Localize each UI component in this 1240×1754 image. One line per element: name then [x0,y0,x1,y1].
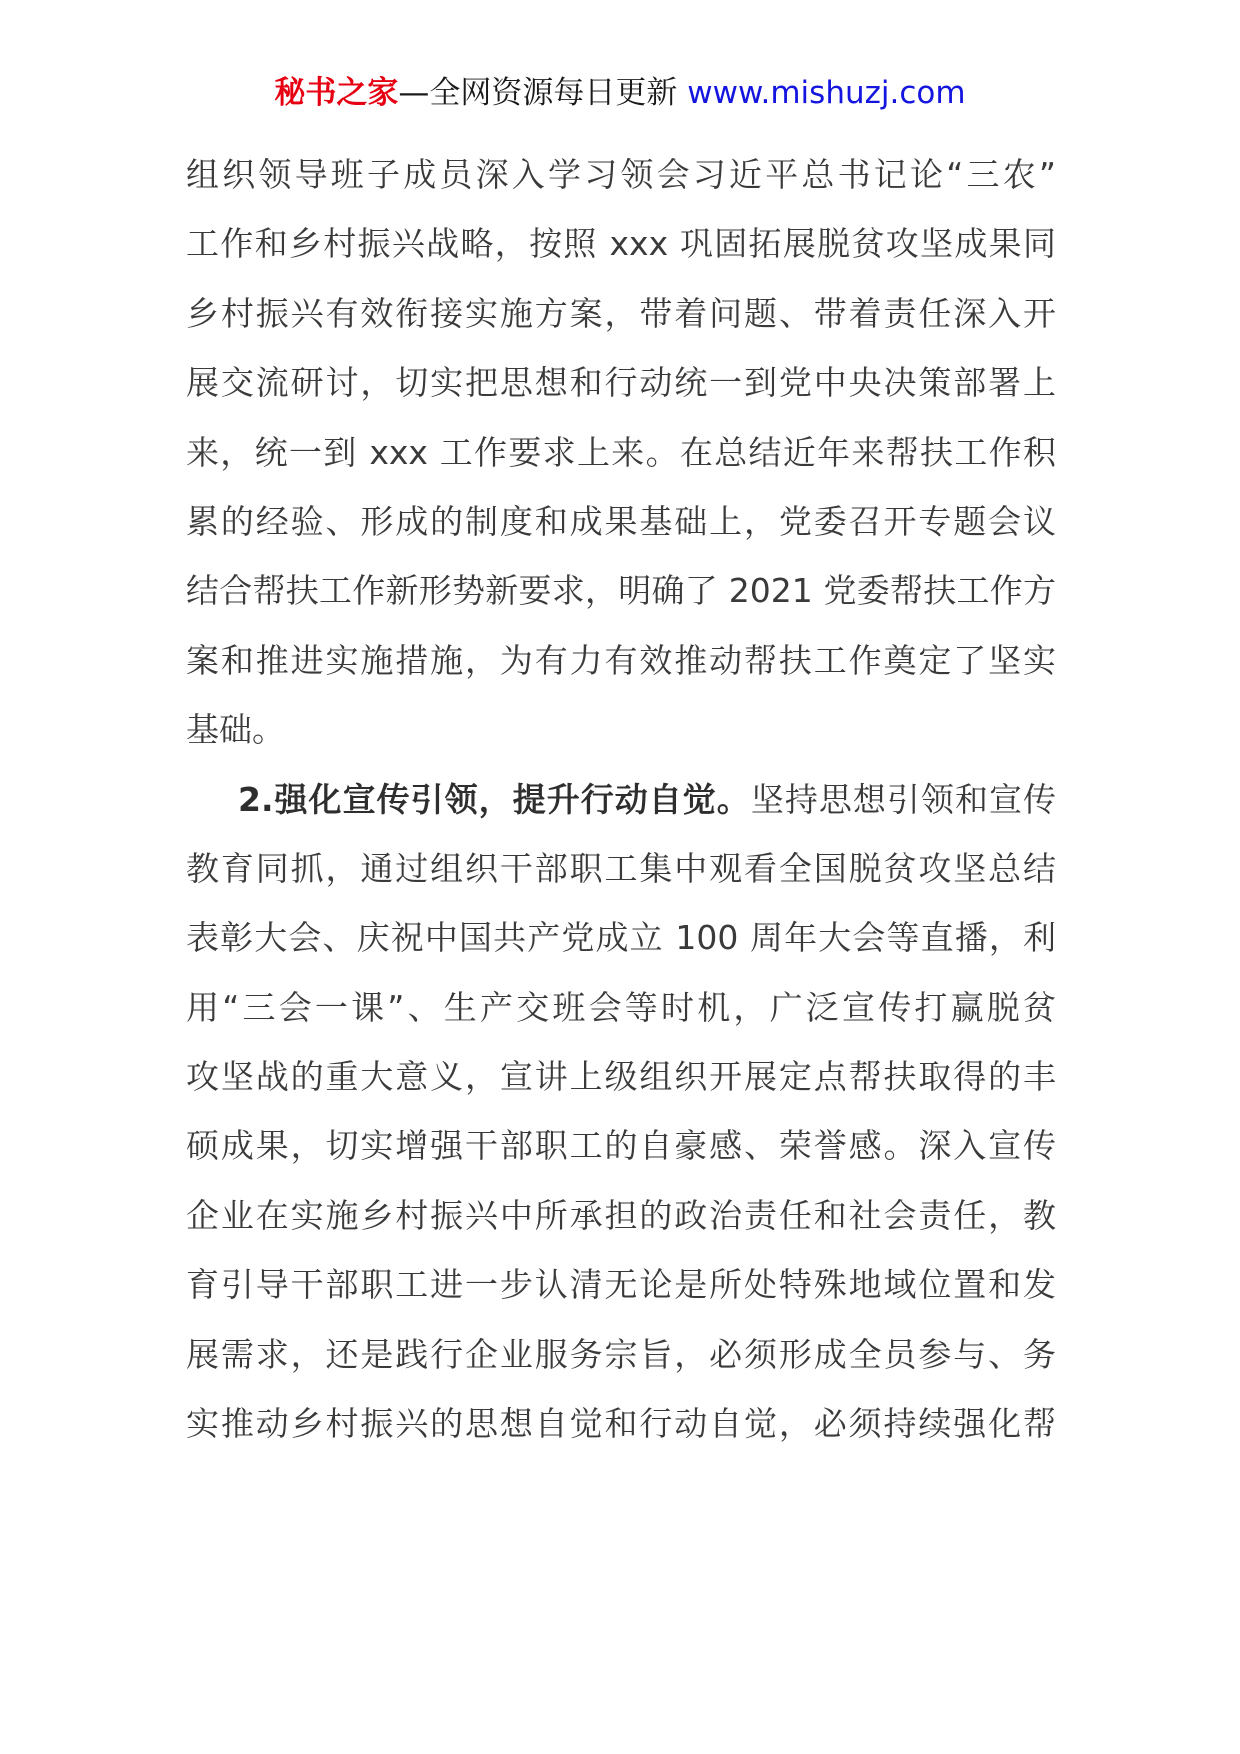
text-line: 累的经验、形成的制度和成果基础上，党委召开专题会议 [186,501,1056,541]
text-line: 企业在实施乡村振兴中所承担的政治责任和社会责任，教 [186,1195,1056,1235]
text-line: 基础。 [186,710,285,750]
text-line: 攻坚战的重大意义，宣讲上级组织开展定点帮扶取得的丰 [186,1057,1056,1097]
text-line: 展需求，还是践行企业服务宗旨，必须形成全员参与、务 [186,1334,1056,1374]
text-line: 案和推进实施措施，为有力有效推动帮扶工作奠定了坚实 [186,640,1056,680]
text-line: 组织领导班子成员深入学习领会习近平总书记论“三农” [186,155,1056,194]
header-url-link[interactable]: www.mishuzj.com [687,75,966,111]
text-line: 乡村振兴有效衔接实施方案，带着问题、带着责任深入开 [186,293,1056,333]
text-line: 育引导干部职工进一步认清无论是所处特殊地域位置和发 [186,1265,1056,1305]
text-line: 表彰大会、庆祝中国共产党成立 100 周年大会等直播，利 [186,918,1056,958]
text-line: 硕成果，切实增强干部职工的自豪感、荣誉感。深入宣传 [186,1126,1056,1166]
text-line: 实推动乡村振兴的思想自觉和行动自觉，必须持续强化帮 [186,1404,1056,1444]
text-line-continuation: 坚持思想引领和宣传 [750,779,1057,819]
document-body [186,140,1056,1458]
watermark-header [0,72,1240,114]
section-heading: 2.强化宣传引领，提升行动自觉。 [238,779,751,819]
text-line: 工作和乡村振兴战略，按照 xxx 巩固拓展脱贫攻坚成果同 [186,224,1056,264]
paragraph-2 [186,765,1056,1459]
text-line: 结合帮扶工作新形势新要求，明确了 2021 党委帮扶工作方 [186,571,1056,611]
text-line: 教育同抓，通过组织干部职工集中观看全国脱贫攻坚总结 [186,848,1056,888]
header-tagline: —全网资源每日更新 [398,75,678,111]
text-line: 来，统一到 xxx 工作要求上来。在总结近年来帮扶工作积 [186,432,1056,472]
text-line: 展交流研讨，切实把思想和行动统一到党中央决策部署上 [186,363,1056,403]
paragraph-1 [186,140,1056,765]
text-line: 用“三会一课”、生产交班会等时机，广泛宣传打赢脱贫 [186,987,1056,1027]
header-brand: 秘书之家 [274,75,399,111]
paragraph-2-first-line [186,765,1056,834]
